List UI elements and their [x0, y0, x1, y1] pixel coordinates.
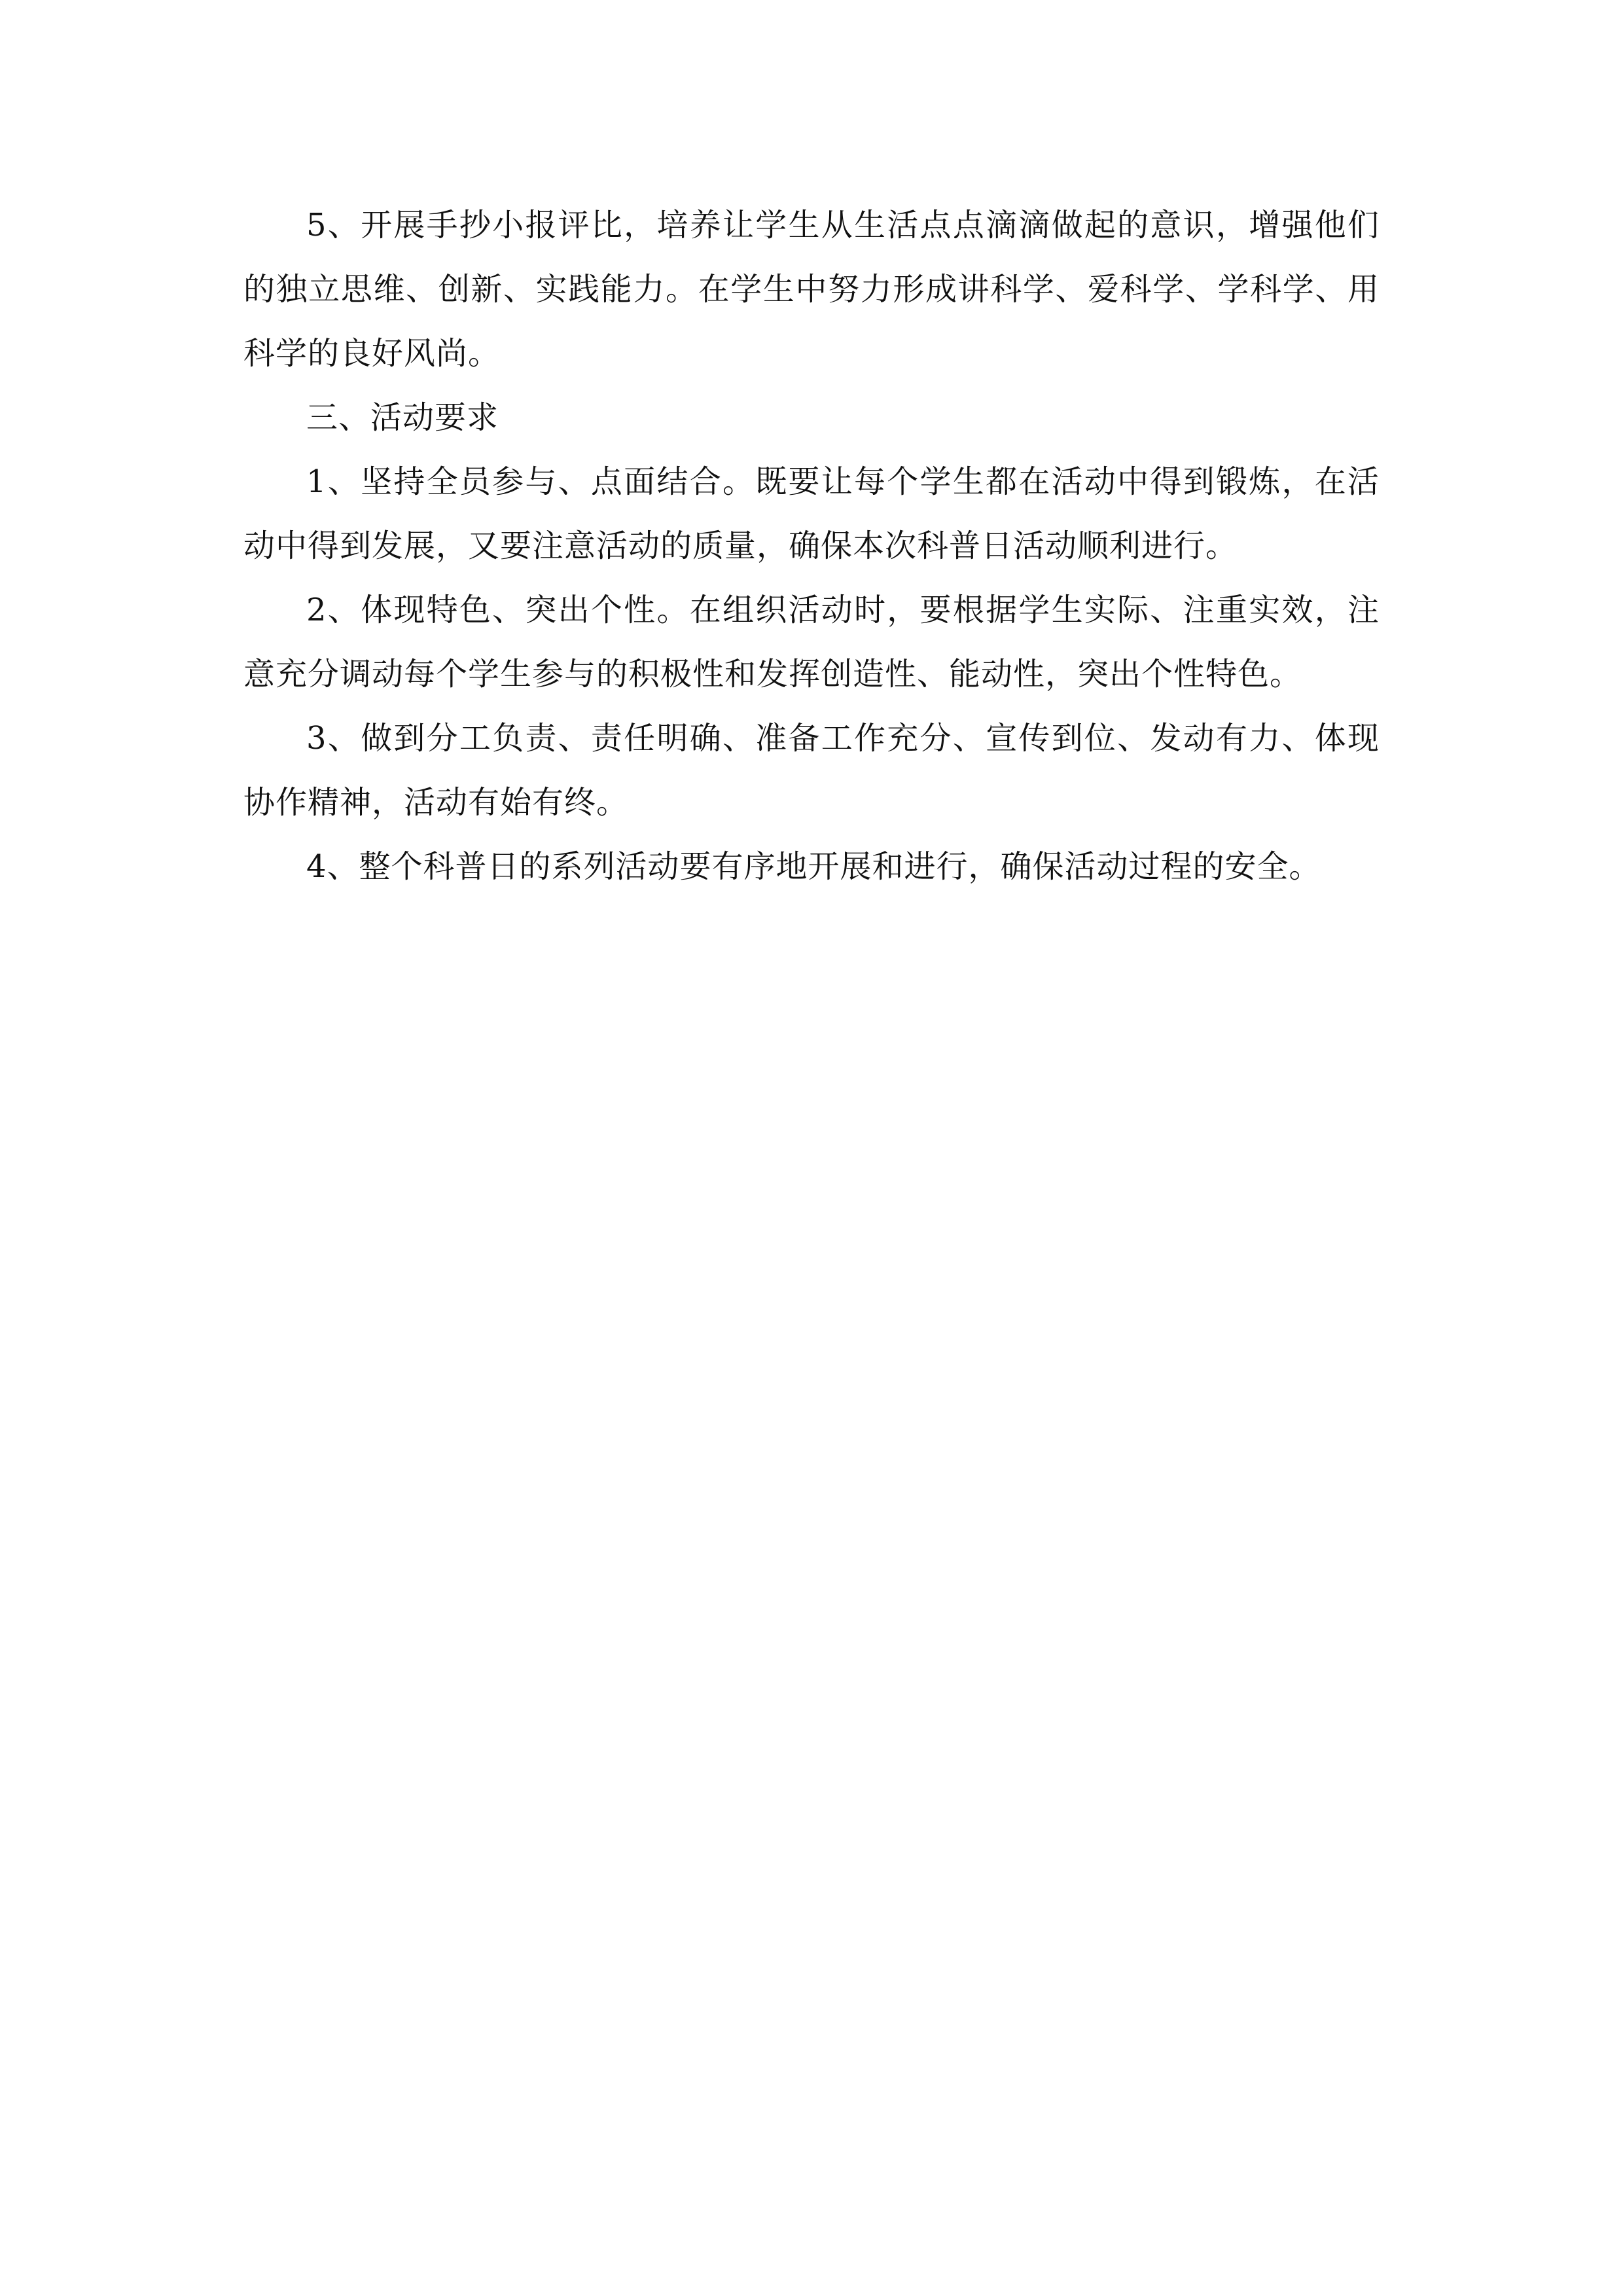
requirement-4: 4、整个科普日的系列活动要有序地开展和进行，确保活动过程的安全。	[306, 848, 1321, 885]
requirement-2: 2、体现特色、突出个性。在组织活动时，要根据学生实际、注重实效，注意充分调动每个学生参与的积极性和发挥创造性、能动性，突出个性特色。	[243, 592, 1380, 692]
requirement-3: 3、做到分工负责、责任明确、准备工作充分、宣传到位、发动有力、体现协作精神，活动有始有终。	[243, 720, 1380, 821]
paragraph-item-5: 5、开展手抄小报评比，培养让学生从生活点点滴滴做起的意识，增强他们的独立思维、创新、实践能力。在学生中努力形成讲科学、爱科学、学科学、用科学的良好风尚。	[243, 207, 1380, 372]
requirement-1: 1、坚持全员参与、点面结合。既要让每个学生都在活动中得到锻炼，在活动中得到发展，又要注意活动的质量，确保本次科普日活动顺利进行。	[243, 463, 1380, 564]
section-heading-activity-requirements: 三、活动要求	[306, 399, 499, 436]
document-body	[243, 193, 1380, 899]
